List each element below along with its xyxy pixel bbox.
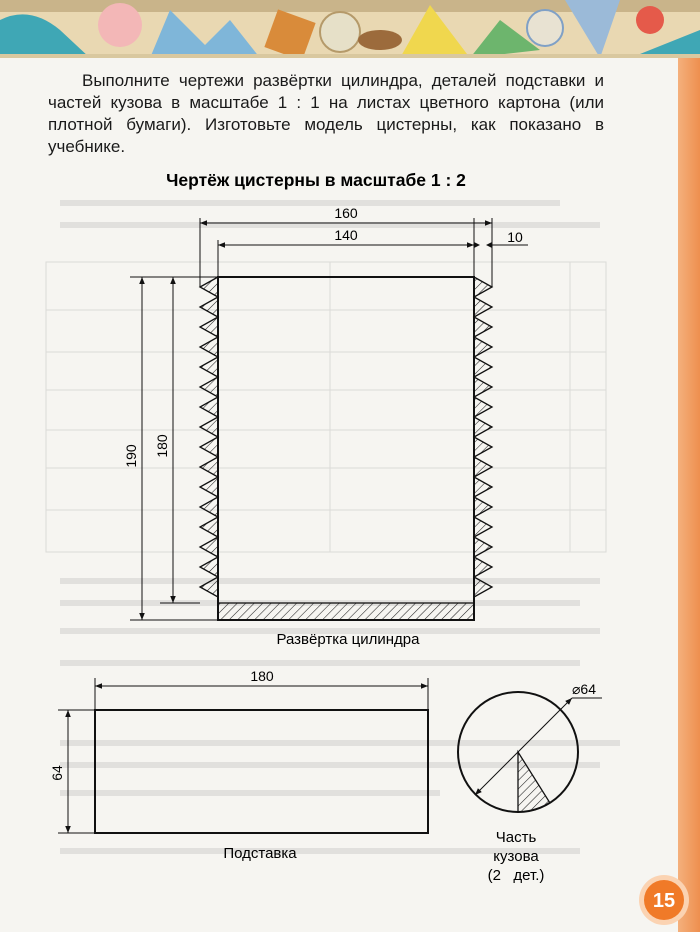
cylinder-unfold-drawing [123,205,528,648]
dim-10: 10 [507,229,523,245]
dim-160: 160 [334,205,358,221]
page-number-badge [638,874,690,926]
body-part-caption-3: (2 дет.) [487,867,545,884]
body-part-caption-2: кузова [493,848,539,865]
body-part-caption-1: Часть [495,829,537,846]
dim-diameter-64: ⌀64 [572,681,597,697]
body-part-drawing [458,681,602,884]
dim-190: 190 [123,444,139,468]
intro-paragraph: Выполните чертежи развёртки цилиндра, деталей подставки и частей кузова в масштабе 1 : 1 на листах цветного картона (или плотной бумаги). Изготовьте модель цистерны, как показано в учебнике. [48,71,604,156]
dim-64-stand: 64 [49,765,65,781]
stand-drawing [49,668,428,862]
dim-180-vertical: 180 [154,434,170,458]
drawing-title: Чертёж цистерны в масштабе 1 : 2 [166,170,466,190]
dim-140: 140 [334,227,358,243]
page-number: 15 [652,890,676,912]
stand-caption: Подставка [223,845,297,862]
cylinder-unfold-caption: Развёртка цилиндра [276,631,420,648]
dim-180-stand: 180 [250,668,274,684]
